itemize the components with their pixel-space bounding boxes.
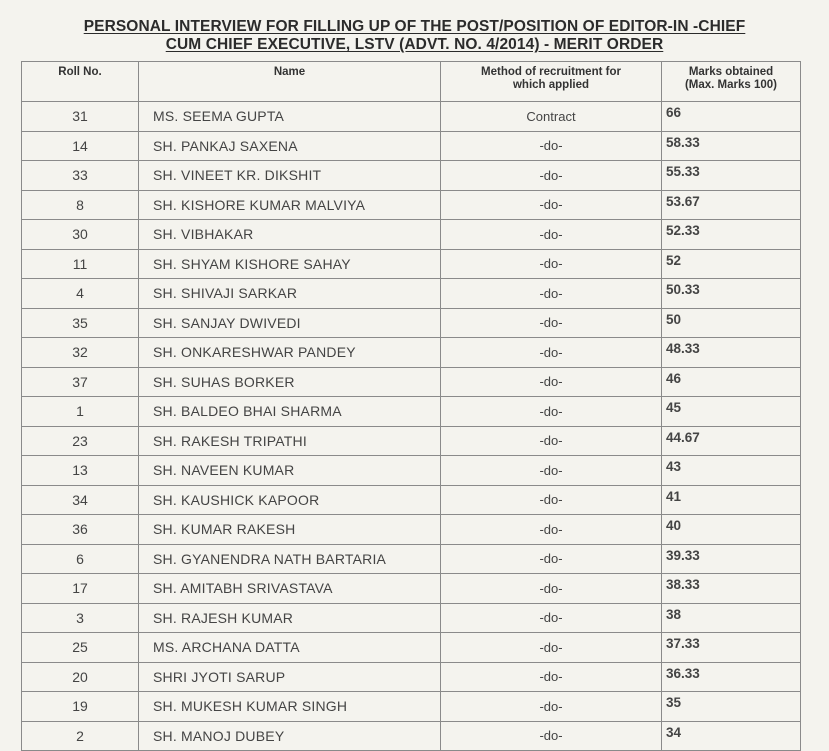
method-cell: -do- xyxy=(441,603,662,633)
roll-cell: 13 xyxy=(22,456,139,486)
roll-cell: 30 xyxy=(22,220,139,250)
table-row xyxy=(22,367,801,397)
name-cell: SH. KISHORE KUMAR MALVIYA xyxy=(139,190,441,220)
method-cell: -do- xyxy=(441,190,662,220)
marks-cell: 58.33 xyxy=(662,131,801,161)
method-cell: -do- xyxy=(441,131,662,161)
method-cell: -do- xyxy=(441,220,662,250)
header-marks xyxy=(662,62,801,102)
marks-cell: 55.33 xyxy=(662,161,801,191)
header-method xyxy=(441,62,662,102)
name-cell: SH. MANOJ DUBEY xyxy=(139,721,441,751)
marks-cell: 48.33 xyxy=(662,338,801,368)
method-cell: -do- xyxy=(441,338,662,368)
method-cell: -do- xyxy=(441,544,662,574)
marks-cell: 66 xyxy=(662,102,801,132)
table-row xyxy=(22,220,801,250)
header-marks-line1: Marks obtained xyxy=(688,66,774,78)
marks-cell: 39.33 xyxy=(662,544,801,574)
marks-cell: 36.33 xyxy=(662,662,801,692)
table-row xyxy=(22,633,801,663)
table-row xyxy=(22,308,801,338)
marks-cell: 46 xyxy=(662,367,801,397)
method-cell: -do- xyxy=(441,279,662,309)
table-row xyxy=(22,544,801,574)
document-title-line1: PERSONAL INTERVIEW FOR FILLING UP OF THE POST/POSITION OF EDITOR-IN -CHIEF xyxy=(83,18,746,35)
marks-cell: 40 xyxy=(662,515,801,545)
table-row xyxy=(22,279,801,309)
header-method-line1: Method of recruitment for xyxy=(481,66,621,78)
table-row xyxy=(22,456,801,486)
table-row xyxy=(22,249,801,279)
marks-cell: 43 xyxy=(662,456,801,486)
roll-cell: 6 xyxy=(22,544,139,574)
method-cell: -do- xyxy=(441,485,662,515)
table-row xyxy=(22,662,801,692)
table-row xyxy=(22,721,801,751)
roll-cell: 14 xyxy=(22,131,139,161)
method-cell: -do- xyxy=(441,515,662,545)
method-cell: -do- xyxy=(441,161,662,191)
table-row xyxy=(22,485,801,515)
method-cell: -do- xyxy=(441,367,662,397)
name-cell: SH. GYANENDRA NATH BARTARIA xyxy=(139,544,441,574)
roll-cell: 11 xyxy=(22,249,139,279)
table-row xyxy=(22,426,801,456)
roll-cell: 19 xyxy=(22,692,139,722)
name-cell: SH. AMITABH SRIVASTAVA xyxy=(139,574,441,604)
table-header-row xyxy=(22,62,801,102)
marks-cell: 50.33 xyxy=(662,279,801,309)
roll-cell: 4 xyxy=(22,279,139,309)
method-cell: -do- xyxy=(441,456,662,486)
roll-cell: 1 xyxy=(22,397,139,427)
header-method-line2: which applied xyxy=(512,79,590,91)
table-row xyxy=(22,397,801,427)
roll-cell: 17 xyxy=(22,574,139,604)
name-cell: SH. PANKAJ SAXENA xyxy=(139,131,441,161)
roll-cell: 34 xyxy=(22,485,139,515)
name-cell: SH. SANJAY DWIVEDI xyxy=(139,308,441,338)
method-cell: -do- xyxy=(441,397,662,427)
marks-cell: 38 xyxy=(662,603,801,633)
marks-cell: 34 xyxy=(662,721,801,751)
roll-cell: 23 xyxy=(22,426,139,456)
method-cell: -do- xyxy=(441,574,662,604)
marks-cell: 52.33 xyxy=(662,220,801,250)
table-row xyxy=(22,338,801,368)
marks-cell: 50 xyxy=(662,308,801,338)
name-cell: SH. RAJESH KUMAR xyxy=(139,603,441,633)
method-cell: -do- xyxy=(441,249,662,279)
roll-cell: 31 xyxy=(22,102,139,132)
method-cell: Contract xyxy=(441,102,662,132)
table-row xyxy=(22,190,801,220)
name-cell: SH. BALDEO BHAI SHARMA xyxy=(139,397,441,427)
header-name: Name xyxy=(139,62,441,102)
marks-cell: 44.67 xyxy=(662,426,801,456)
name-cell: SH. VINEET KR. DIKSHIT xyxy=(139,161,441,191)
document-title-line2: CUM CHIEF EXECUTIVE, LSTV (ADVT. NO. 4/2014) - MERIT ORDER xyxy=(165,36,664,53)
roll-cell: 37 xyxy=(22,367,139,397)
marks-cell: 35 xyxy=(662,692,801,722)
marks-cell: 53.67 xyxy=(662,190,801,220)
name-cell: SH. MUKESH KUMAR SINGH xyxy=(139,692,441,722)
roll-cell: 2 xyxy=(22,721,139,751)
roll-cell: 8 xyxy=(22,190,139,220)
marks-cell: 38.33 xyxy=(662,574,801,604)
table-row xyxy=(22,161,801,191)
name-cell: MS. ARCHANA DATTA xyxy=(139,633,441,663)
table-row xyxy=(22,692,801,722)
name-cell: SH. SHIVAJI SARKAR xyxy=(139,279,441,309)
method-cell: -do- xyxy=(441,721,662,751)
marks-cell: 45 xyxy=(662,397,801,427)
header-marks-line2: (Max. Marks 100) xyxy=(684,79,778,91)
table-row xyxy=(22,574,801,604)
name-cell: SH. ONKARESHWAR PANDEY xyxy=(139,338,441,368)
method-cell: -do- xyxy=(441,308,662,338)
method-cell: -do- xyxy=(441,633,662,663)
roll-cell: 25 xyxy=(22,633,139,663)
roll-cell: 35 xyxy=(22,308,139,338)
marks-cell: 52 xyxy=(662,249,801,279)
name-cell: SH. SHYAM KISHORE SAHAY xyxy=(139,249,441,279)
marks-cell: 37.33 xyxy=(662,633,801,663)
roll-cell: 3 xyxy=(22,603,139,633)
roll-cell: 36 xyxy=(22,515,139,545)
name-cell: SH. SUHAS BORKER xyxy=(139,367,441,397)
roll-cell: 20 xyxy=(22,662,139,692)
method-cell: -do- xyxy=(441,426,662,456)
header-roll-no: Roll No. xyxy=(22,62,139,102)
name-cell: SH. KUMAR RAKESH xyxy=(139,515,441,545)
name-cell: SH. KAUSHICK KAPOOR xyxy=(139,485,441,515)
roll-cell: 32 xyxy=(22,338,139,368)
table-row xyxy=(22,515,801,545)
name-cell: SH. RAKESH TRIPATHI xyxy=(139,426,441,456)
table-row xyxy=(22,102,801,132)
table-row xyxy=(22,131,801,161)
table-row xyxy=(22,603,801,633)
method-cell: -do- xyxy=(441,662,662,692)
marks-cell: 41 xyxy=(662,485,801,515)
name-cell: MS. SEEMA GUPTA xyxy=(139,102,441,132)
merit-table xyxy=(21,61,801,751)
roll-cell: 33 xyxy=(22,161,139,191)
method-cell: -do- xyxy=(441,692,662,722)
name-cell: SH. NAVEEN KUMAR xyxy=(139,456,441,486)
name-cell: SH. VIBHAKAR xyxy=(139,220,441,250)
name-cell: SHRI JYOTI SARUP xyxy=(139,662,441,692)
